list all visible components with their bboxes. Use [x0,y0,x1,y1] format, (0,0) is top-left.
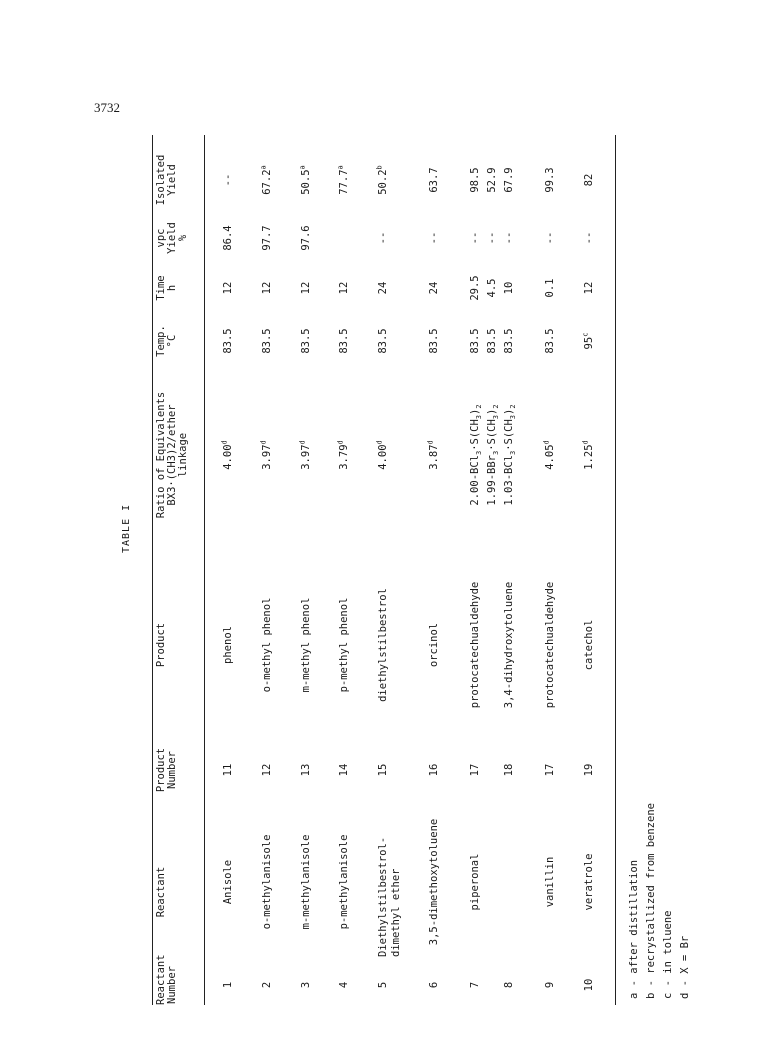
cell-product-number: 11 [222,763,234,777]
cell-isolated-yield: 63.7 [428,167,440,193]
cell-product-number: 13 [300,763,312,777]
header-temp: Temp. °C [155,325,178,357]
cell-time: 12 [261,281,273,295]
cell-isolated-yield: 50.2$^b$ [375,165,389,195]
cell-isolated-yield: -- [222,173,234,187]
cell-isolated-yield: 50.5$^a$ [298,165,312,195]
cell-reactant-number: 2 [261,981,273,989]
cell-vpc-yield: -- [486,231,498,245]
table-header-rule [204,135,205,1005]
cell-reactant: p-methylanisole [338,834,350,930]
cell-reactant-number: 4 [338,981,350,989]
cell-reactant: piperonal [469,853,481,911]
cell-reactant-number: 1 [222,981,234,989]
cell-product: protocatechualdehyde [469,581,481,709]
cell-time: 12 [338,281,350,295]
footnote: b - recrystallized from benzene [645,803,657,999]
cell-time: 29.5 [469,275,481,301]
cell-reactant: 3,5-dimethoxytoluene [428,818,440,946]
cell-isolated-yield: 98.5 [469,167,481,193]
cell-reactant: o-methylanisole [261,834,273,930]
cell-reactant-number: 5 [377,981,389,989]
header-product-number: Product Number [155,747,178,793]
cell-product: protocatechualdehyde [544,581,556,709]
cell-product-number: 17 [469,763,481,777]
cell-temp: 83.5 [544,328,556,354]
cell-temp: 83.5 [469,328,481,354]
cell-vpc-yield: -- [469,231,481,245]
cell-ratio: 1.25$^d$ [581,440,595,470]
cell-ratio: 4.00$^d$ [220,440,234,470]
cell-time: 24 [428,281,440,295]
cell-vpc-yield: 97.7 [261,225,273,251]
cell-vpc-yield: -- [428,231,440,245]
header-reactant: Reactant [155,866,167,918]
cell-temp: 83.5 [300,328,312,354]
cell-vpc-yield: -- [503,231,515,245]
page-number: 3732 [94,100,120,115]
header-product: Product [155,622,167,668]
cell-product: phenol [222,626,234,664]
header-vpc-yield: vpc Yield % [155,222,189,254]
cell-product: p-methyl phenol [338,597,350,693]
cell-ratio: $1.03-BCl_3\cdot S(CH_3)_2$ [503,404,518,506]
cell-vpc-yield: -- [377,231,389,245]
cell-product-number: 15 [377,763,389,777]
rotated-table [152,135,691,1005]
header-ratio: Ratio of Equivalents BX3·(CH3)2/ether linkage [155,391,189,519]
cell-isolated-yield: 99.3 [544,167,556,193]
footnote: c - in toluene [662,910,674,999]
cell-time: 12 [300,281,312,295]
cell-product: o-methyl phenol [261,597,273,693]
cell-time: 10 [503,281,515,295]
header-time: Time h [155,275,178,301]
footnote: a - after distillation [628,859,640,999]
cell-reactant-number: 3 [300,981,312,989]
footnotes [626,803,694,999]
cell-reactant-number: 10 [583,978,595,992]
cell-time: 24 [377,281,389,295]
cell-reactant-number: 7 [469,981,481,989]
cell-ratio: 3.87$^d$ [426,440,440,470]
cell-reactant-number: 8 [503,981,515,989]
cell-ratio: $1.99-BBr_3\cdot S(CH_3)_2$ [486,404,501,506]
cell-ratio: 3.79$^d$ [336,440,350,470]
cell-reactant: veratrole [583,853,595,911]
cell-isolated-yield: 67.2$^a$ [259,165,273,195]
cell-product-number: 19 [583,763,595,777]
cell-product-number: 12 [261,763,273,777]
cell-product: diethylstilbestrol [377,588,389,702]
cell-temp: 83.5 [503,328,515,354]
cell-ratio: 4.05$^d$ [542,440,556,470]
cell-product: 3,4-dihydroxytoluene [503,581,515,709]
cell-reactant-number: 9 [544,981,556,989]
cell-reactant: Anisole [222,859,234,905]
header-reactant-number: Reactant Number [155,954,178,1005]
cell-product-number: 17 [544,763,556,777]
cell-isolated-yield: 52.9 [486,167,498,193]
table-title: TABLE I [121,503,132,553]
cell-ratio: 3.97$^d$ [298,440,312,470]
cell-ratio: $2.00-BCl_3\cdot S(CH_3)_2$ [469,404,484,506]
cell-vpc-yield: 97.6 [300,225,312,251]
cell-time: 12 [583,281,595,295]
cell-product-number: 16 [428,763,440,777]
cell-reactant: Diethylstilbestrol- dimethyl ether [377,836,402,957]
cell-temp: 83.5 [428,328,440,354]
cell-isolated-yield: 82 [583,173,595,187]
cell-product: m-methyl phenol [300,597,312,693]
cell-vpc-yield: 86.4 [222,225,234,251]
cell-reactant: vanillin [544,856,556,908]
cell-time: 0.1 [544,278,556,298]
cell-vpc-yield: -- [544,231,556,245]
cell-temp: 83.5 [261,328,273,354]
cell-vpc-yield: -- [583,231,595,245]
cell-temp: 83.5 [377,328,389,354]
table-bottom-rule [615,135,616,1005]
cell-temp: 83.5 [486,328,498,354]
cell-isolated-yield: 77.7$^a$ [336,165,350,195]
cell-time: 4.5 [486,278,498,298]
cell-product-number: 18 [503,763,515,777]
cell-temp: 83.5 [222,328,234,354]
header-isolated-yield: Isolated Yield [155,154,178,206]
cell-product: catechol [583,619,595,671]
cell-time: 12 [222,281,234,295]
cell-reactant-number: 6 [428,981,440,989]
cell-product-number: 14 [338,763,350,777]
cell-ratio: 4.00$^d$ [375,440,389,470]
cell-product: orcinol [428,622,440,668]
footnote: d - X = Br [679,935,691,999]
cell-temp: 95$^c$ [581,332,595,350]
cell-reactant: m-methylanisole [300,834,312,930]
cell-ratio: 3.97$^d$ [259,440,273,470]
cell-isolated-yield: 67.9 [503,167,515,193]
cell-temp: 83.5 [338,328,350,354]
table-top-rule [152,135,153,1005]
